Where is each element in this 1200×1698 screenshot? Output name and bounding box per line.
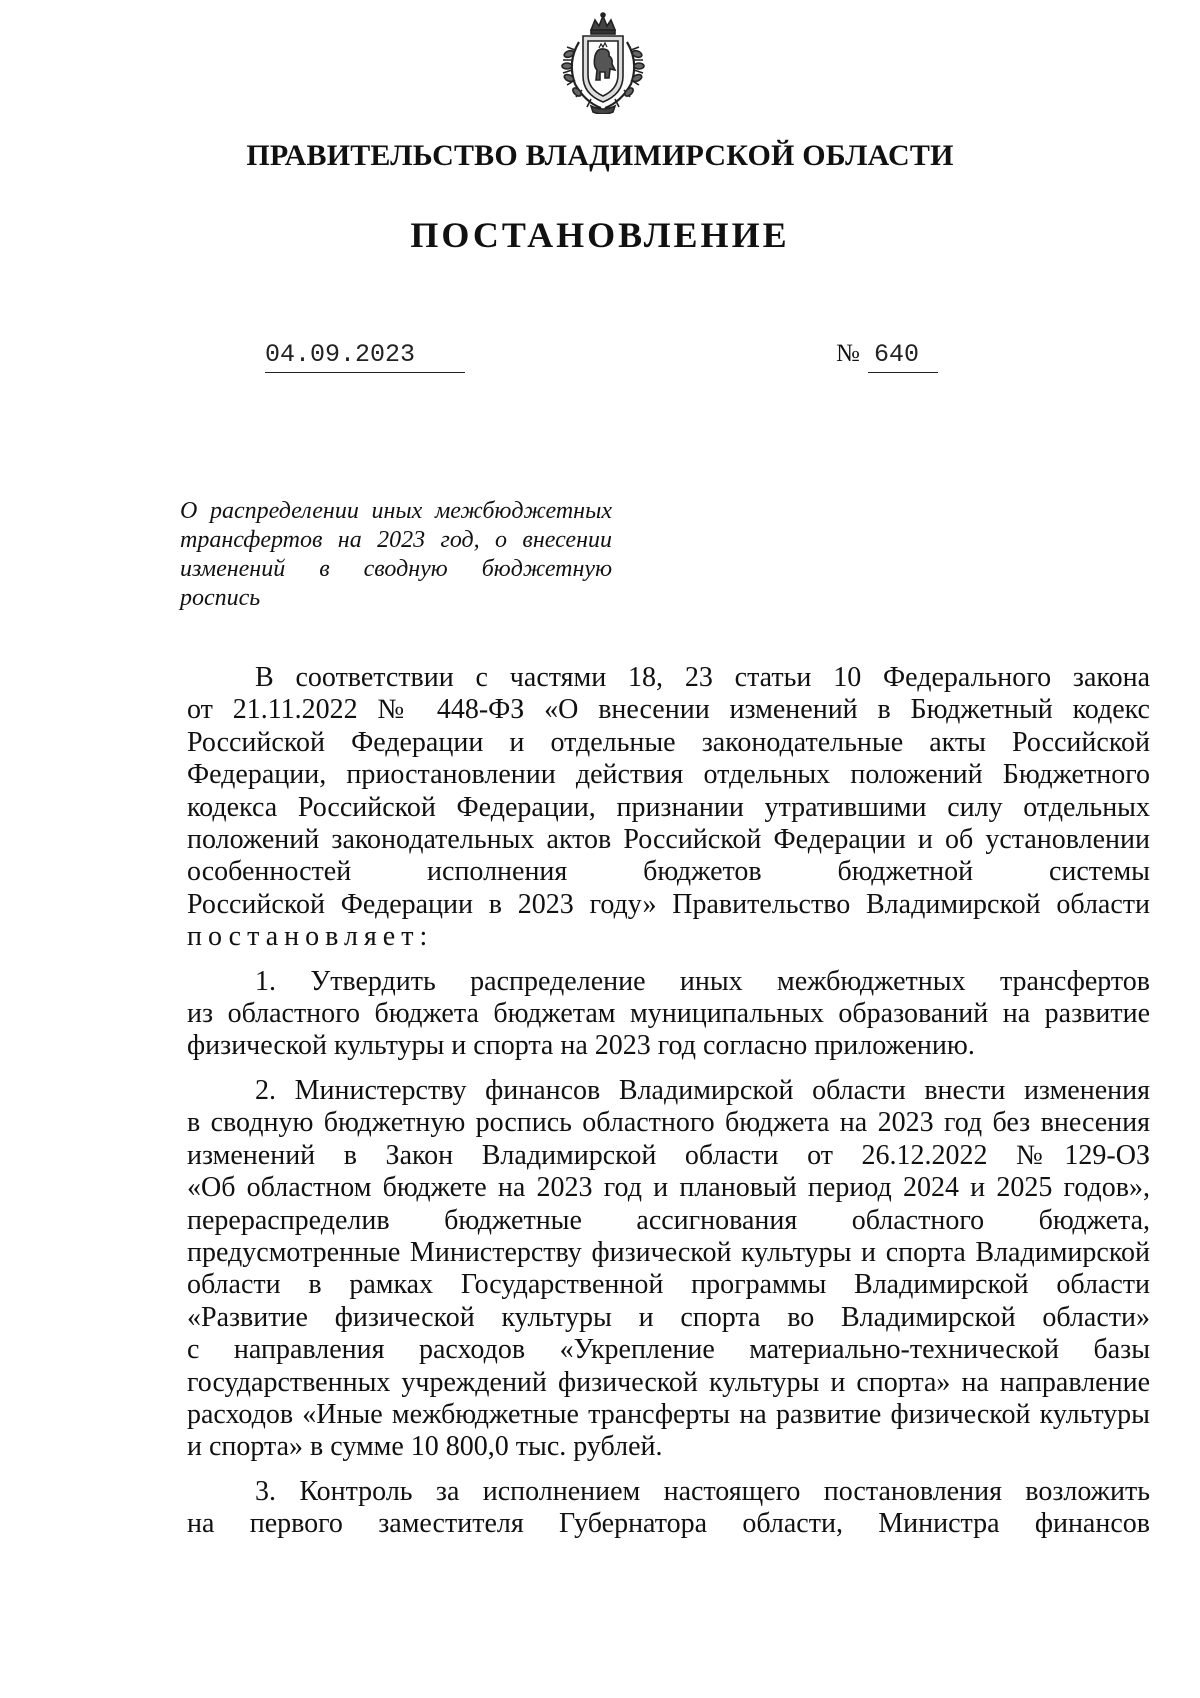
text-line: Федерации, приостановлении действия отдельных положений Бюджетного	[187, 759, 1150, 791]
item-2-paragraph	[187, 1075, 1150, 1464]
subject-line: трансфертов на 2023 год, о внесении	[180, 527, 612, 553]
text-line: 3. Контроль за исполнением настоящего постановления возложить	[255, 1475, 1150, 1507]
text-line: на первого заместителя Губернатора области, Министра финансов	[187, 1508, 1150, 1540]
number-sign: №	[836, 340, 860, 367]
text-line: Российской Федерации в 2023 году» Правительство Владимирской области	[187, 888, 1150, 920]
subject-line: О распределении иных межбюджетных	[180, 498, 612, 524]
coat-of-arms-icon	[555, 12, 651, 114]
item-3-paragraph	[187, 1476, 1150, 1541]
text-line: в сводную бюджетную роспись областного бюджета на 2023 год без внесения	[187, 1107, 1150, 1139]
text-line: 2. Министерству финансов Владимирской области внести изменения	[255, 1074, 1150, 1106]
document-subject	[180, 497, 612, 613]
text-line: государственных учреждений физической культуры и спорта» на направление	[187, 1366, 1150, 1398]
text-line: изменений в Закон Владимирской области от 26.12.2022 №129-ОЗ	[187, 1139, 1150, 1171]
subject-line: изменений в сводную бюджетную	[180, 556, 612, 582]
subject-line: роспись	[180, 585, 261, 611]
text-line: области в рамках Государственной программы Владимирской области	[187, 1269, 1150, 1301]
text-line: кодекса Российской Федерации, признании утратившими силу отдельных	[187, 791, 1150, 823]
resolves-word: постановляет:	[187, 921, 434, 953]
document-body	[187, 662, 1150, 1541]
text-line: «Развитие физической культуры и спорта во Владимирской области»	[187, 1301, 1150, 1333]
text-line: В соответствии с частями 18, 23 статьи 10 Федерального закона	[255, 662, 1150, 693]
text-line: Российской Федерации и отдельные законодательные акты Российской	[187, 726, 1150, 758]
text-line: физической культуры и спорта на 2023 год согласно приложению.	[187, 1030, 975, 1062]
document-number: 640	[874, 340, 920, 369]
number-underline	[868, 372, 938, 373]
text-line: «Об областном бюджете на 2023 год и плановый период 2024 и 2025 годов»,	[187, 1172, 1150, 1204]
text-line: и спорта» в сумме 10 800,0 тыс. рублей.	[187, 1431, 663, 1463]
text-line: особенностей исполнения бюджетов бюджетной системы	[187, 856, 1150, 888]
organization-title: ПРАВИТЕЛЬСТВО ВЛАДИМИРСКОЙ ОБЛАСТИ	[246, 139, 954, 172]
text-line: из областного бюджета бюджетам муниципальных образований на развитие	[187, 998, 1150, 1030]
text-line: с направления расходов «Укрепление материально-технической базы	[187, 1334, 1150, 1366]
text-line: от 21.11.2022 № 448-ФЗ «О внесении изменений в Бюджетный кодекс	[187, 694, 1150, 726]
text-line: 1. Утвердить распределение иных межбюджетных трансфертов	[255, 965, 1150, 997]
document-type-title: ПОСТАНОВЛЕНИЕ	[410, 215, 790, 255]
document-date: 04.09.2023	[265, 340, 416, 369]
text-line: предусмотренные Министерству физической культуры и спорта Владимирской	[187, 1236, 1150, 1268]
date-underline	[265, 372, 465, 373]
preamble-paragraph	[187, 662, 1150, 954]
item-1-paragraph	[187, 966, 1150, 1063]
text-line: расходов «Иные межбюджетные трансферты на развитие физической культуры	[187, 1398, 1150, 1430]
text-line: положений законодательных актов Российской Федерации и об установлении	[187, 824, 1150, 856]
text-line: перераспределив бюджетные ассигнования областного бюджета,	[187, 1204, 1150, 1236]
